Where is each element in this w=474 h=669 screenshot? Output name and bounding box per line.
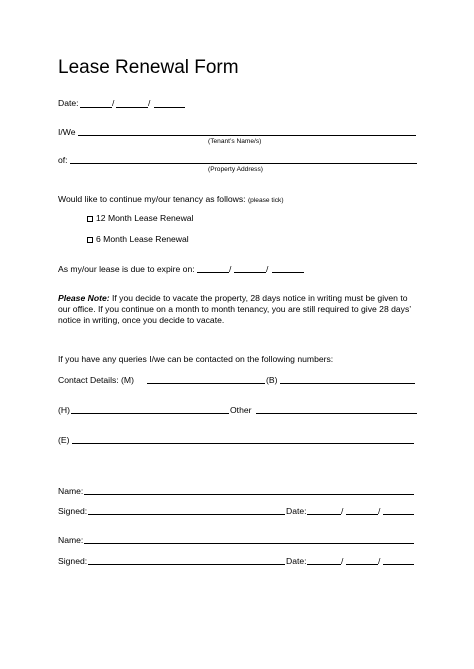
signed-label-2: Signed: (58, 556, 88, 566)
queries-text: If you have any queries I/we can be contacted on the following numbers: (58, 354, 334, 364)
name-label-2: Name: (58, 535, 84, 545)
option-12-month-label: 12 Month Lease Renewal (96, 213, 194, 223)
email-field[interactable] (72, 443, 414, 444)
note-label: Please Note: (58, 293, 110, 303)
iwe-label: I/We (58, 127, 76, 137)
business-label: (B) (266, 375, 278, 385)
date-separator: / (148, 98, 151, 108)
expire-separator: / (229, 264, 232, 274)
property-address-field[interactable] (70, 163, 417, 164)
name-field-1[interactable] (84, 494, 414, 495)
expire-separator: / (266, 264, 269, 274)
of-label: of: (58, 155, 68, 165)
continue-tenancy-text (58, 194, 284, 204)
date-label: Date: (58, 98, 79, 108)
sign-date-day-1[interactable] (307, 514, 341, 515)
date-year-field[interactable] (154, 107, 185, 108)
date-label-sign-2: Date: (286, 556, 307, 566)
date-separator: / (341, 506, 344, 516)
contact-details-label: Contact Details: (M) (58, 375, 134, 385)
expire-day-field[interactable] (197, 272, 229, 273)
name-label-1: Name: (58, 486, 84, 496)
sign-date-day-2[interactable] (307, 564, 341, 565)
sign-date-month-2[interactable] (346, 564, 378, 565)
date-day-field[interactable] (80, 107, 112, 108)
date-separator: / (112, 98, 115, 108)
sign-date-month-1[interactable] (346, 514, 378, 515)
option-6-month-label: 6 Month Lease Renewal (96, 234, 189, 244)
checkbox-12-month[interactable] (87, 216, 93, 222)
signature-field-1[interactable] (88, 514, 285, 515)
tenant-name-caption: (Tenant’s Name/s) (208, 138, 262, 145)
sign-date-year-2[interactable] (383, 564, 414, 565)
mobile-field[interactable] (147, 383, 265, 384)
signature-field-2[interactable] (88, 564, 285, 565)
date-separator: / (378, 506, 381, 516)
option-12-month[interactable] (87, 213, 193, 223)
property-address-caption: (Property Address) (208, 166, 263, 173)
signed-label-1: Signed: (58, 506, 88, 516)
date-month-field[interactable] (116, 107, 148, 108)
name-field-2[interactable] (84, 543, 414, 544)
expire-year-field[interactable] (272, 272, 304, 273)
please-tick-hint: (please tick) (247, 197, 284, 204)
form-title: Lease Renewal Form (58, 57, 239, 78)
please-note-paragraph (58, 293, 422, 326)
date-separator: / (341, 556, 344, 566)
other-label: Other (230, 405, 252, 415)
tenant-name-field[interactable] (78, 135, 416, 136)
checkbox-6-month[interactable] (87, 237, 93, 243)
date-label-sign-1: Date: (286, 506, 307, 516)
home-phone-field[interactable] (71, 413, 229, 414)
business-phone-field[interactable] (280, 383, 415, 384)
option-6-month[interactable] (87, 234, 189, 244)
expire-month-field[interactable] (234, 272, 266, 273)
date-separator: / (378, 556, 381, 566)
continue-tenancy-label: Would like to continue my/our tenancy as follows: (58, 194, 246, 204)
other-phone-field[interactable] (256, 413, 417, 414)
sign-date-year-1[interactable] (383, 514, 414, 515)
home-label: (H) (58, 405, 70, 415)
email-label: (E) (58, 435, 70, 445)
expire-label: As my/our lease is due to expire on: (58, 264, 195, 274)
note-text: If you decide to vacate the property, 28 days notice in writing must be given to our office. If you continue on a month to month tenancy, you are still required to give 28 days’ notice in writing, once you decide to vacate. (58, 293, 411, 325)
